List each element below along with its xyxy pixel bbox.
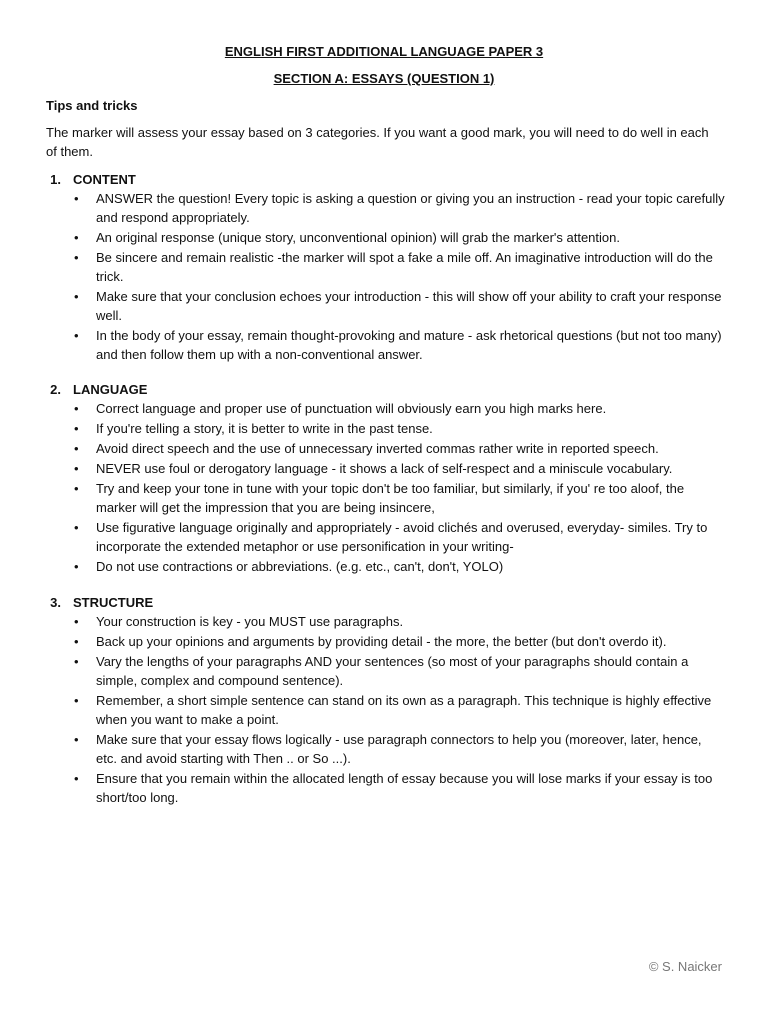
- list-item: • Remember, a short simple sentence can stand on its own as a paragraph. This technique is highly effective when you want to make a point.: [46, 691, 726, 729]
- list-item: • Be sincere and remain realistic -the marker will spot a fake a mile off. An imaginative introduction will do the trick.: [46, 248, 726, 286]
- document-title: ENGLISH FIRST ADDITIONAL LANGUAGE PAPER 3: [224, 44, 544, 59]
- list-item: • ANSWER the question! Every topic is asking a question or giving you an instruction - read your topic carefully and respond appropriately.: [46, 189, 726, 227]
- section-heading-text: LANGUAGE: [73, 382, 148, 397]
- section-content: [46, 170, 726, 365]
- section-heading: [46, 170, 726, 189]
- section-heading: [46, 380, 726, 399]
- section-heading-text: CONTENT: [73, 172, 136, 187]
- list-item: • Avoid direct speech and the use of unnecessary inverted commas rather write in reported speech.: [46, 439, 726, 458]
- section-language: [46, 380, 726, 577]
- list-item: • An original response (unique story, unconventional opinion) will grab the marker's attention.: [46, 228, 726, 247]
- list-item: • In the body of your essay, remain thought-provoking and mature - ask rhetorical questions (but not too many) and then follow them up with a non-conventional answer.: [46, 326, 726, 364]
- section-number: 3.: [50, 595, 61, 610]
- list-item: • If you're telling a story, it is better to write in the past tense.: [46, 419, 726, 438]
- section-heading: [46, 593, 726, 612]
- section-title: SECTION A: ESSAYS (QUESTION 1): [273, 71, 495, 86]
- bullet-list: [46, 189, 726, 364]
- list-item: • Vary the lengths of your paragraphs AND your sentences (so most of your paragraphs should contain a simple, complex and compound sentence).: [46, 652, 726, 690]
- tips-heading: Tips and tricks: [46, 98, 138, 113]
- list-item: • Do not use contractions or abbreviations. (e.g. etc., can't, don't, YOLO): [46, 557, 726, 576]
- list-item: • NEVER use foul or derogatory language - it shows a lack of self-respect and a miniscule vocabulary.: [46, 459, 726, 478]
- section-number: 1.: [50, 172, 61, 187]
- list-item: • Try and keep your tone in tune with your topic don't be too familiar, but similarly, if you' re too aloof, the marker will get the impression that you are being insincere,: [46, 479, 726, 517]
- list-item: • Make sure that your essay flows logically - use paragraph connectors to help you (moreover, later, hence, etc. and avoid starting with Then .. or So ...).: [46, 730, 726, 768]
- copyright-footer: © S. Naicker: [648, 959, 722, 974]
- section-number: 2.: [50, 382, 61, 397]
- list-item: • Use figurative language originally and appropriately - avoid clichés and overused, everyday- similes. Try to incorporate the extended metaphor or use personification in your writing-: [46, 518, 726, 556]
- list-item: • Back up your opinions and arguments by providing detail - the more, the better (but don't overdo it).: [46, 632, 726, 651]
- intro-paragraph: The marker will assess your essay based on 3 categories. If you want a good mark, you will need to do well in each of them.: [46, 125, 709, 159]
- section-structure: [46, 593, 726, 808]
- section-heading-text: STRUCTURE: [73, 595, 154, 610]
- bullet-list: [46, 399, 726, 576]
- list-item: • Correct language and proper use of punctuation will obviously earn you high marks here.: [46, 399, 726, 418]
- list-item: • Ensure that you remain within the allocated length of essay because you will lose marks if your essay is too short/too long.: [46, 769, 726, 807]
- bullet-list: [46, 612, 726, 807]
- list-item: • Make sure that your conclusion echoes your introduction - this will show off your ability to craft your response well.: [46, 287, 726, 325]
- list-item: • Your construction is key - you MUST use paragraphs.: [46, 612, 726, 631]
